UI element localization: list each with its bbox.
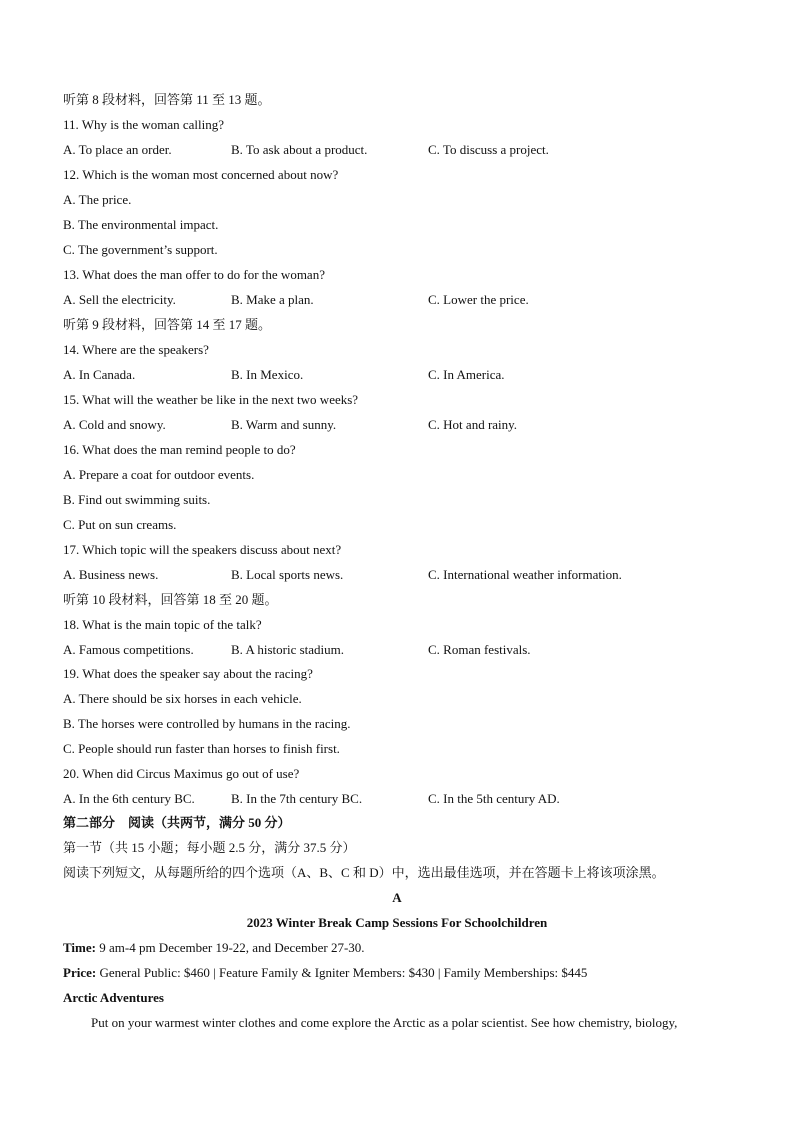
price-value: General Public: $460 | Feature Family & Igniter Members: $430 | Family Memberships: $445 — [96, 965, 588, 980]
question-17-stem: 17. Which topic will the speakers discuss about next? — [63, 542, 342, 557]
reading-section-1-heading: 第一节（共 15 小题；每小题 2.5 分，满分 37.5 分） — [63, 840, 356, 855]
question-17-option-b: B. Local sports news. — [231, 567, 344, 582]
question-16-option-b: B. Find out swimming suits. — [63, 492, 211, 507]
time-line — [63, 940, 365, 956]
time-label: Time: — [63, 940, 96, 955]
reading-part-title: 第二部分 阅读（共两节，满分 50 分） — [63, 815, 291, 830]
reading-instructions: 阅读下列短文，从每题所给的四个选项（A、B、C 和 D）中，选出最佳选项，并在答题卡上将该项涂黑。 — [63, 865, 665, 880]
question-19-option-b: B. The horses were controlled by humans in the racing. — [63, 716, 351, 731]
question-20-option-b: B. In the 7th century BC. — [231, 791, 363, 806]
question-19-option-a: A. There should be six horses in each vehicle. — [63, 691, 302, 706]
question-19-option-c: C. People should run faster than horses to finish first. — [63, 741, 340, 756]
question-13-option-b: B. Make a plan. — [231, 292, 314, 307]
question-15-stem: 15. What will the weather be like in the next two weeks? — [63, 392, 359, 407]
question-18-stem: 18. What is the main topic of the talk? — [63, 617, 262, 632]
question-15-option-c: C. Hot and rainy. — [428, 417, 518, 432]
question-12-option-b: B. The environmental impact. — [63, 217, 219, 232]
question-11-option-b: B. To ask about a product. — [231, 142, 368, 157]
time-value: 9 am-4 pm December 19-22, and December 27-30. — [95, 940, 365, 955]
question-18-option-a: A. Famous competitions. — [63, 642, 194, 657]
price-line — [63, 965, 587, 981]
question-12-option-a: A. The price. — [63, 192, 132, 207]
question-15-option-a: A. Cold and snowy. — [63, 417, 166, 432]
question-20-option-a: A. In the 6th century BC. — [63, 791, 195, 806]
question-14-stem: 14. Where are the speakers? — [63, 342, 209, 357]
question-17-option-c: C. International weather information. — [428, 567, 622, 582]
question-19-stem: 19. What does the speaker say about the racing? — [63, 666, 313, 681]
passage-title: 2023 Winter Break Camp Sessions For Schoolchildren — [246, 915, 548, 930]
section-10-intro: 听第 10 段材料，回答第 18 至 20 题。 — [63, 592, 278, 607]
question-12-stem: 12. Which is the woman most concerned about now? — [63, 167, 339, 182]
question-11-option-a: A. To place an order. — [63, 142, 172, 157]
question-11-option-c: C. To discuss a project. — [428, 142, 549, 157]
question-13-option-c: C. Lower the price. — [428, 292, 529, 307]
question-20-option-c: C. In the 5th century AD. — [428, 791, 560, 806]
question-14-option-b: B. In Mexico. — [231, 367, 304, 382]
question-11-stem: 11. Why is the woman calling? — [63, 117, 225, 132]
arctic-adventures-paragraph: Put on your warmest winter clothes and come explore the Arctic as a polar scientist. See how chemistry, biology, — [91, 1015, 678, 1030]
question-18-option-b: B. A historic stadium. — [231, 642, 345, 657]
question-16-stem: 16. What does the man remind people to do? — [63, 442, 296, 457]
question-16-option-a: A. Prepare a coat for outdoor events. — [63, 467, 255, 482]
arctic-adventures-heading: Arctic Adventures — [63, 990, 164, 1005]
question-13-stem: 13. What does the man offer to do for the woman? — [63, 267, 325, 282]
question-20-stem: 20. When did Circus Maximus go out of use? — [63, 766, 300, 781]
question-14-option-a: A. In Canada. — [63, 367, 136, 382]
question-12-option-c: C. The government’s support. — [63, 242, 218, 257]
passage-letter: A — [392, 890, 402, 905]
question-18-option-c: C. Roman festivals. — [428, 642, 531, 657]
section-9-intro: 听第 9 段材料，回答第 14 至 17 题。 — [63, 317, 272, 332]
question-15-option-b: B. Warm and sunny. — [231, 417, 337, 432]
question-13-option-a: A. Sell the electricity. — [63, 292, 176, 307]
price-label: Price: — [63, 965, 97, 980]
question-14-option-c: C. In America. — [428, 367, 505, 382]
question-17-option-a: A. Business news. — [63, 567, 159, 582]
question-16-option-c: C. Put on sun creams. — [63, 517, 177, 532]
section-8-intro: 听第 8 段材料，回答第 11 至 13 题。 — [63, 92, 271, 107]
